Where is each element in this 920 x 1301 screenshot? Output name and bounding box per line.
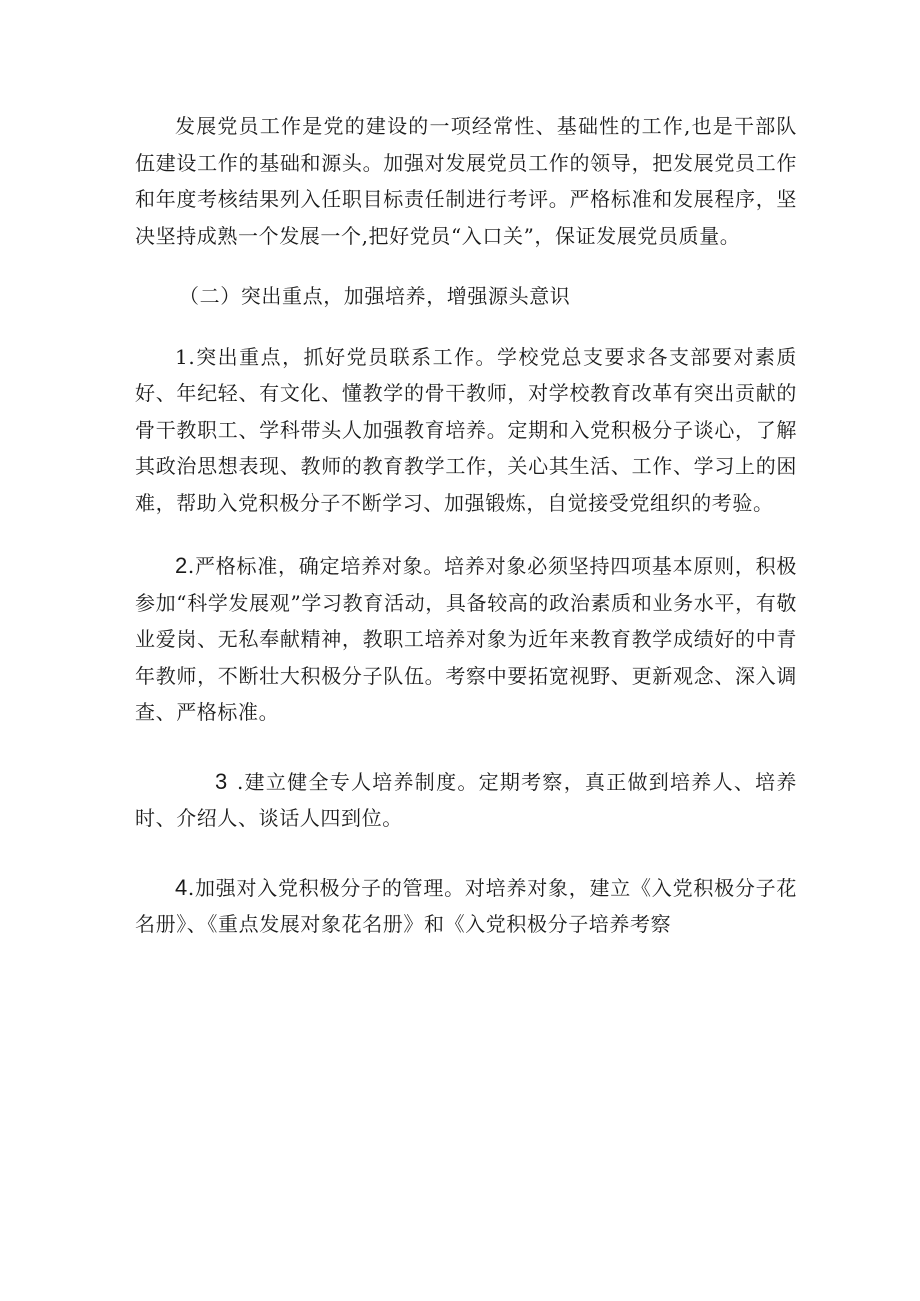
item-4-paragraph (135, 870, 797, 943)
item-1-paragraph (135, 339, 797, 522)
item-1-number: 1. (175, 344, 196, 369)
spacer (135, 315, 797, 339)
item-4-text: .加强对入党积极分子的管理。对培养对象，建立《入党积极分子花名册》、《重点发展对象花名册》和《入党积极分子培养考察 (135, 875, 797, 936)
section-heading: （二）突出重点，加强培养，增强源头意识 (179, 284, 571, 308)
intro-paragraph: 发展党员工作是党的建设的一项经常性、基础性的工作,也是干部队伍建设工作的基础和源头。加强对发展党员工作的领导，把发展党员工作和年度考核结果列入任职目标责任制进行考评。严格标准和发展程序，坚决坚持成熟一个发展一个,把好党员“入口关”，保证发展党员质量。 (135, 114, 797, 248)
spacer (135, 837, 797, 870)
item-2-text: .严格标准，确定培养对象。培养对象必须坚持四项基本原则，积极参加“科学发展观”学习教育活动，具备较高的政治素质和业务水平，有敬业爱岗、无私奉献精神，教职工培养对象为近年来教育教学成绩好的中青年教师，不断壮大积极分子队伍。考察中要拓宽视野、更新观念、深入调查、严格标准。 (135, 554, 797, 724)
spacer (135, 731, 797, 764)
item-3-number: 3 (215, 768, 228, 794)
item-4-number: 4 (175, 874, 188, 900)
spacer (135, 254, 797, 278)
item-2-paragraph (135, 548, 797, 731)
item-2-number: 2 (175, 553, 188, 578)
item-1-text: 突出重点，抓好党员联系工作。学校党总支要求各支部要对素质好、年纪轻、有文化、懂教学的骨干教师，对学校教育改革有突出贡献的骨干教职工、学科带头人加强教育培养。定期和入党积极分子谈心，了解其政治思想表现、教师的教育教学工作，关心其生活、工作、学习上的困难，帮助入党积极分子不断学习、加强锻炼，自觉接受党组织的考验。 (135, 344, 797, 515)
spacer (135, 521, 797, 548)
item-3-text: .建立健全专人培养制度。定期考察，真正做到培养人、培养时、介绍人、谈话人四到位。 (135, 769, 797, 830)
item-3-paragraph (135, 764, 797, 837)
